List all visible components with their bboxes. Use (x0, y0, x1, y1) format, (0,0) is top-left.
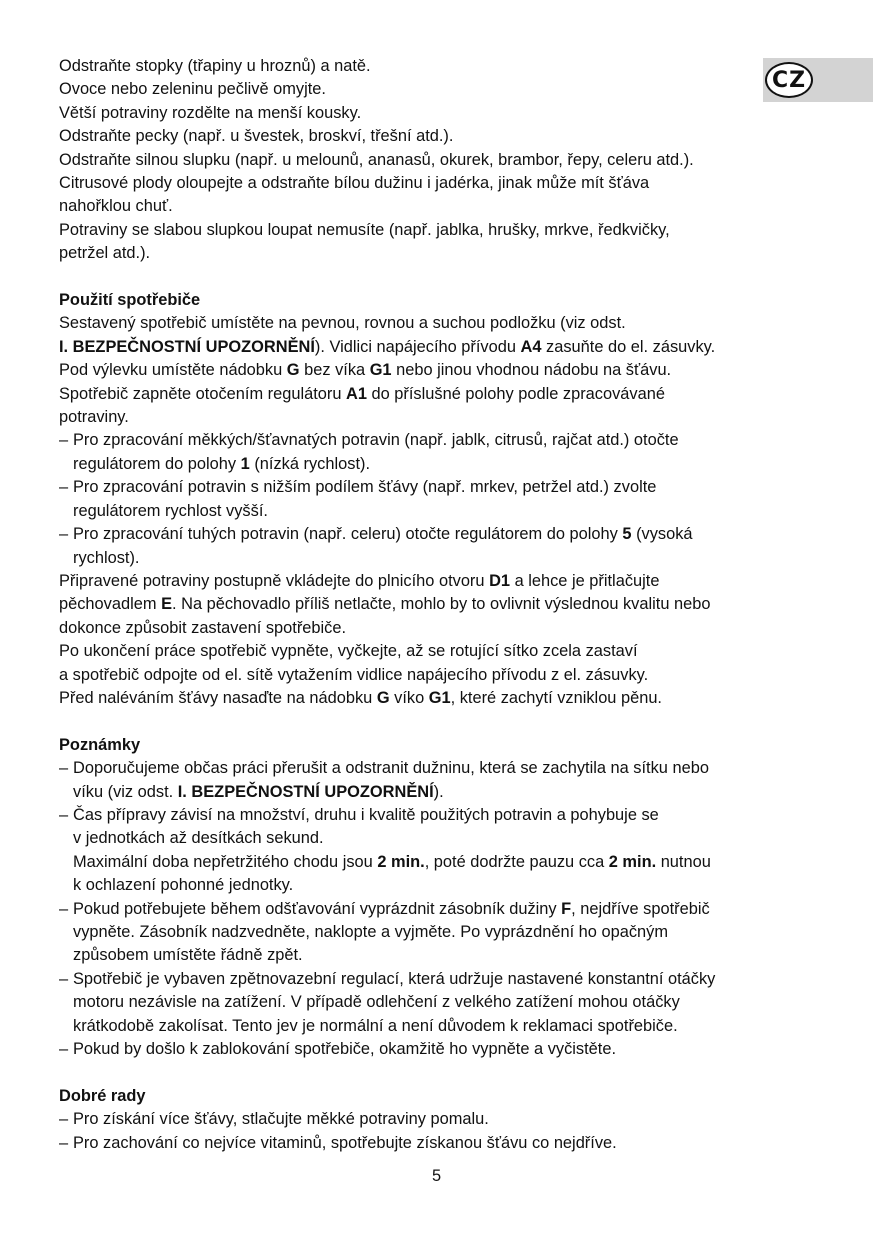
intro-line: Větší potraviny rozdělte na menší kousky. (59, 103, 362, 122)
list-item: – Pokud potřebujete během odšťavování vyprázdnit zásobník dužiny F, nejdříve spotřebič (59, 898, 819, 921)
usage-line: potraviny. (59, 408, 129, 427)
dash-bullet: – (59, 1040, 69, 1059)
intro-line: Odstraňte stopky (třapiny u hroznů) a natě. (59, 57, 371, 75)
list-item-continuation: vypněte. Zásobník nadzvedněte, naklopte a vyjměte. Po vyprázdnění ho opačným (73, 923, 668, 941)
usage-line: Spotřebič zapněte otočením regulátoru A1 do příslušné polohy podle zpracovávané (59, 384, 665, 403)
dash-bullet: – (59, 1133, 69, 1152)
dash-bullet: – (59, 1110, 69, 1129)
intro-line: nahořklou chuť. (59, 197, 173, 216)
intro-line: petržel atd.). (59, 244, 151, 263)
list-item: – Spotřebič je vybaven zpětnovazební regulací, která udržuje nastavené konstantní otáčky (59, 968, 819, 991)
list-item-continuation: motoru nezávisle na zatížení. V případě odlehčení z velkého zatížení mohou otáčky (73, 993, 680, 1012)
list-item: – Pro získání více šťávy, stlačujte měkké potraviny pomalu. (59, 1108, 819, 1131)
list-item-continuation: regulátorem rychlost vyšší. (73, 501, 268, 520)
list-item: – Pro zpracování potravin s nižším podílem šťávy (např. mrkev, petržel atd.) zvolte (59, 476, 819, 499)
dash-bullet: – (59, 525, 69, 544)
list-item-continuation: rychlost). (73, 548, 140, 567)
intro-line: Potraviny se slabou slupkou loupat nemusíte (např. jablka, hrušky, mrkve, ředkvičky, (59, 220, 670, 239)
usage-line: I. BEZPEČNOSTNÍ UPOZORNĚNÍ). Vidlici napájecího přívodu A4 zasuňte do el. zásuvky. (59, 337, 716, 356)
notes-heading: Poznámky (59, 735, 141, 754)
list-item-continuation: krátkodobě zakolísat. Tento jev je normální a není důvodem k reklamaci spotřebiče. (73, 1016, 678, 1035)
intro-line: Ovoce nebo zeleninu pečlivě omyjte. (59, 80, 326, 99)
usage-line: Pod výlevku umístěte nádobku G bez víka G1 nebo jinou vhodnou nádobu na šťávu. (59, 361, 672, 380)
list-item: – Doporučujeme občas práci přerušit a odstranit dužninu, která se zachytila na sítku nebo (59, 757, 819, 780)
usage-line: Připravené potraviny postupně vkládejte do plnicího otvoru D1 a lehce je přitlačujte (59, 571, 660, 590)
usage-heading: Použití spotřebiče (59, 291, 201, 310)
list-item: – Pokud by došlo k zablokování spotřebiče, okamžitě ho vypněte a vyčistěte. (59, 1038, 819, 1061)
list-item-continuation: způsobem umístěte řádně zpět. (73, 946, 303, 965)
list-item-continuation: v jednotkách až desítkách sekund. (73, 829, 324, 848)
intro-line: Odstraňte pecky (např. u švestek, broskví, třešní atd.). (59, 127, 454, 146)
list-item: – Pro zpracování tuhých potravin (např. celeru) otočte regulátorem do polohy 5 (vysoká (59, 523, 819, 546)
list-item: – Čas přípravy závisí na množství, druhu i kvalitě použitých potravin a pohybuje se (59, 804, 819, 827)
list-item: – Pro zpracování měkkých/šťavnatých potravin (např. jablk, citrusů, rajčat atd.) otočte (59, 429, 819, 452)
intro-line: Citrusové plody oloupejte a odstraňte bílou dužinu i jadérka, jinak může mít šťáva (59, 174, 650, 193)
language-badge: CZ (765, 62, 813, 98)
dash-bullet: – (59, 899, 69, 918)
usage-line: pěchovadlem E. Na pěchovadlo příliš netlačte, mohlo by to ovlivnit výslednou kvalitu nebo (59, 595, 711, 614)
usage-line: Po ukončení práce spotřebič vypněte, vyčkejte, až se rotující sítko zcela zastaví (59, 642, 638, 661)
usage-line: Sestavený spotřebič umístěte na pevnou, rovnou a suchou podložku (viz odst. (59, 314, 626, 333)
dash-bullet: – (59, 431, 69, 450)
list-item-continuation: Maximální doba nepřetržitého chodu jsou 2 min., poté dodržte pauzu cca 2 min. nutnou (73, 852, 711, 871)
tips-heading: Dobré rady (59, 1086, 146, 1105)
page-content (59, 55, 819, 1155)
dash-bullet: – (59, 759, 69, 778)
usage-line: dokonce způsobit zastavení spotřebiče. (59, 618, 347, 637)
list-item-continuation: regulátorem do polohy 1 (nízká rychlost). (73, 454, 371, 473)
usage-line: Před naléváním šťávy nasaďte na nádobku G víko G1, které zachytí vzniklou pěnu. (59, 688, 662, 707)
list-item-continuation: víku (viz odst. I. BEZPEČNOSTNÍ UPOZORNĚNÍ). (73, 782, 444, 801)
list-item: – Pro zachování co nejvíce vitaminů, spotřebujte získanou šťávu co nejdříve. (59, 1132, 819, 1155)
usage-line: a spotřebič odpojte od el. sítě vytažením vidlice napájecího přívodu z el. zásuvky. (59, 665, 649, 684)
intro-line: Odstraňte silnou slupku (např. u melounů, ananasů, okurek, brambor, řepy, celeru atd.). (59, 150, 694, 169)
list-item-continuation: k ochlazení pohonné jednotky. (73, 876, 294, 895)
dash-bullet: – (59, 805, 69, 824)
page-number: 5 (431, 1167, 442, 1185)
dash-bullet: – (59, 969, 69, 988)
dash-bullet: – (59, 478, 69, 497)
